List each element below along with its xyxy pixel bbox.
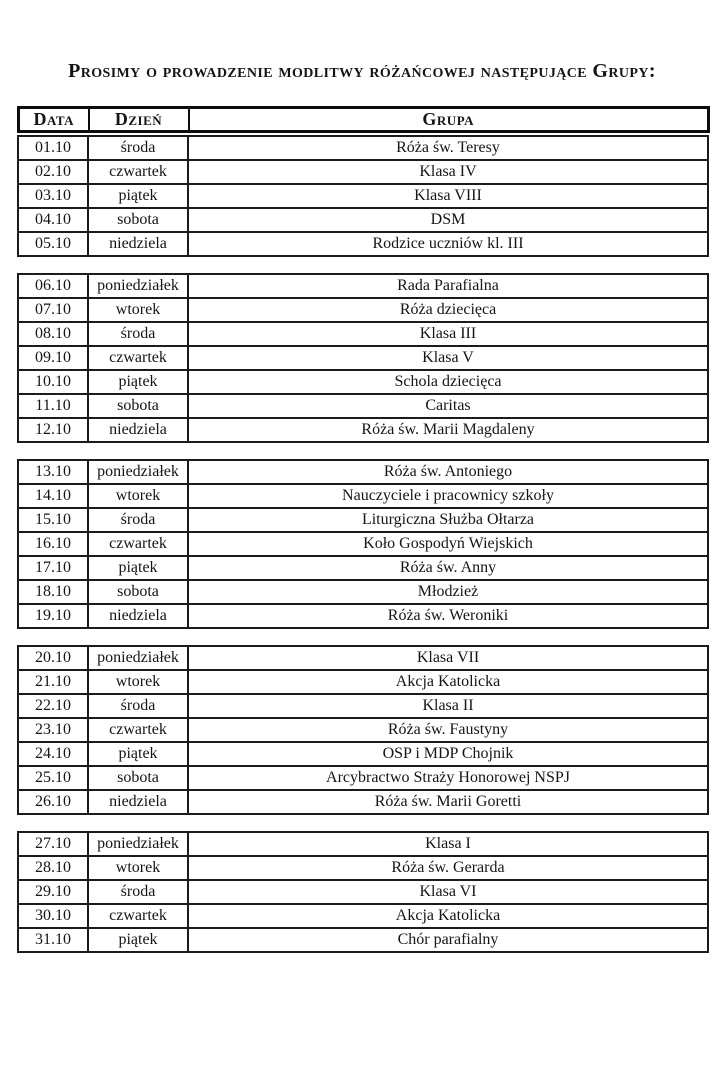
date-cell: 16.10 [18,532,88,556]
date-cell: 05.10 [18,232,88,256]
group-cell: Róża św. Teresy [188,136,708,160]
group-cell: Liturgiczna Służba Ołtarza [188,508,708,532]
group-cell: Klasa III [188,322,708,346]
table-row [18,274,708,298]
date-cell: 31.10 [18,928,88,952]
group-cell: Chór parafialny [188,928,708,952]
date-cell: 08.10 [18,322,88,346]
date-cell: 22.10 [18,694,88,718]
date-cell: 25.10 [18,766,88,790]
day-cell: niedziela [88,604,188,628]
day-cell: środa [88,694,188,718]
group-cell: Róża św. Weroniki [188,604,708,628]
group-cell: Róża św. Antoniego [188,460,708,484]
schedule-block [17,459,709,629]
date-cell: 06.10 [18,274,88,298]
date-cell: 15.10 [18,508,88,532]
day-cell: poniedziałek [88,274,188,298]
date-cell: 02.10 [18,160,88,184]
table-row [18,880,708,904]
table-row [18,694,708,718]
table-row [18,346,708,370]
day-cell: piątek [88,370,188,394]
header-row [19,108,709,132]
day-cell: piątek [88,556,188,580]
group-cell: Klasa I [188,832,708,856]
table-row [18,670,708,694]
day-cell: wtorek [88,484,188,508]
date-cell: 10.10 [18,370,88,394]
group-cell: Klasa IV [188,160,708,184]
table-row [18,556,708,580]
table-row [18,208,708,232]
group-cell: Nauczyciele i pracownicy szkoły [188,484,708,508]
table-row [18,856,708,880]
table-row [18,298,708,322]
date-cell: 11.10 [18,394,88,418]
column-header-grupa: Grupa [189,108,709,132]
day-cell: sobota [88,208,188,232]
day-cell: niedziela [88,418,188,442]
day-cell: poniedziałek [88,460,188,484]
page-title: Prosimy o prowadzenie modlitwy różańcowej następujące Grupy: [68,60,656,82]
group-cell: Róża św. Marii Goretti [188,790,708,814]
table-row [18,394,708,418]
date-cell: 14.10 [18,484,88,508]
group-cell: Klasa II [188,694,708,718]
day-cell: piątek [88,184,188,208]
group-cell: Młodzież [188,580,708,604]
day-cell: sobota [88,580,188,604]
table-row [18,790,708,814]
date-cell: 29.10 [18,880,88,904]
schedule-block [17,273,709,443]
table-row [18,904,708,928]
day-cell: sobota [88,766,188,790]
group-cell: Klasa V [188,346,708,370]
table-row [18,604,708,628]
date-cell: 01.10 [18,136,88,160]
table-row [18,928,708,952]
date-cell: 17.10 [18,556,88,580]
table-row [18,184,708,208]
group-cell: Akcja Katolicka [188,904,708,928]
day-cell: środa [88,136,188,160]
group-cell: Klasa VIII [188,184,708,208]
table-row [18,832,708,856]
day-cell: sobota [88,394,188,418]
table-row [18,580,708,604]
schedule-block [17,831,709,953]
day-cell: czwartek [88,718,188,742]
table-row [18,160,708,184]
date-cell: 13.10 [18,460,88,484]
group-cell: Schola dziecięca [188,370,708,394]
document-page [0,60,724,1084]
date-cell: 09.10 [18,346,88,370]
date-cell: 12.10 [18,418,88,442]
table-row [18,508,708,532]
date-cell: 18.10 [18,580,88,604]
date-cell: 07.10 [18,298,88,322]
date-cell: 03.10 [18,184,88,208]
day-cell: poniedziałek [88,832,188,856]
table-row [18,136,708,160]
table-row [18,232,708,256]
day-cell: wtorek [88,298,188,322]
table-row [18,418,708,442]
column-header-data: Data [19,108,89,132]
group-cell: DSM [188,208,708,232]
table-row [18,766,708,790]
date-cell: 23.10 [18,718,88,742]
day-cell: wtorek [88,856,188,880]
group-cell: OSP i MDP Chojnik [188,742,708,766]
schedule-block [17,645,709,815]
table-row [18,742,708,766]
date-cell: 24.10 [18,742,88,766]
group-cell: Caritas [188,394,708,418]
day-cell: środa [88,322,188,346]
group-cell: Klasa VII [188,646,708,670]
day-cell: środa [88,880,188,904]
schedule-header-table [17,106,710,133]
table-row [18,718,708,742]
date-cell: 30.10 [18,904,88,928]
date-cell: 19.10 [18,604,88,628]
schedule-blocks [0,135,724,953]
group-cell: Róża św. Marii Magdaleny [188,418,708,442]
group-cell: Róża dziecięca [188,298,708,322]
table-row [18,370,708,394]
day-cell: czwartek [88,532,188,556]
day-cell: czwartek [88,160,188,184]
day-cell: środa [88,508,188,532]
group-cell: Róża św. Gerarda [188,856,708,880]
day-cell: czwartek [88,904,188,928]
date-cell: 26.10 [18,790,88,814]
date-cell: 21.10 [18,670,88,694]
group-cell: Rada Parafialna [188,274,708,298]
day-cell: niedziela [88,232,188,256]
table-row [18,532,708,556]
group-cell: Róża św. Anny [188,556,708,580]
date-cell: 27.10 [18,832,88,856]
table-row [18,646,708,670]
column-header-dzien: Dzień [89,108,189,132]
day-cell: piątek [88,928,188,952]
day-cell: poniedziałek [88,646,188,670]
table-row [18,322,708,346]
table-row [18,484,708,508]
group-cell: Rodzice uczniów kl. III [188,232,708,256]
day-cell: niedziela [88,790,188,814]
day-cell: wtorek [88,670,188,694]
date-cell: 20.10 [18,646,88,670]
day-cell: piątek [88,742,188,766]
group-cell: Arcybractwo Straży Honorowej NSPJ [188,766,708,790]
date-cell: 04.10 [18,208,88,232]
day-cell: czwartek [88,346,188,370]
group-cell: Akcja Katolicka [188,670,708,694]
date-cell: 28.10 [18,856,88,880]
group-cell: Koło Gospodyń Wiejskich [188,532,708,556]
table-row [18,460,708,484]
group-cell: Klasa VI [188,880,708,904]
group-cell: Róża św. Faustyny [188,718,708,742]
schedule-block [17,135,709,257]
